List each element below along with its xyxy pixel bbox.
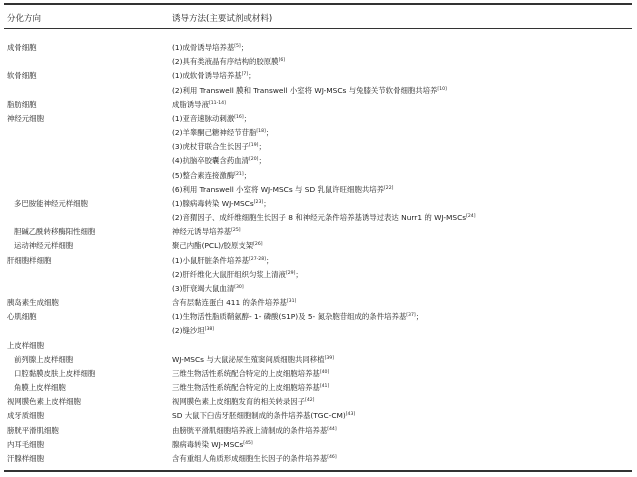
row-direction: 脂肪细胞 bbox=[7, 99, 37, 109]
row-method bbox=[172, 411, 355, 420]
method-text: (1)生物活性脂质鞘氨醇- 1- 磷酸(S1P)及 5- 氮杂胞苷组成的条件培养基 bbox=[172, 312, 407, 322]
reference-citation: [25] bbox=[231, 228, 241, 234]
method-text: (2)缝沙坦 bbox=[172, 326, 205, 336]
reference-citation: [27-28] bbox=[249, 256, 266, 262]
method-text: (4)抗脑卒胶囊含药血清 bbox=[172, 156, 249, 166]
row-method bbox=[172, 426, 337, 435]
reference-citation: [45] bbox=[243, 440, 253, 446]
row-direction: 内耳毛细胞 bbox=[7, 439, 44, 449]
row-method bbox=[172, 270, 303, 279]
reference-citation: [40] bbox=[319, 369, 330, 375]
table-header-rule bbox=[4, 28, 632, 29]
method-text: SD 大鼠下臼齿牙胚细胞制成的条件培养基(TGC-CM) bbox=[172, 411, 346, 421]
method-punctuation: ； bbox=[415, 312, 424, 322]
reference-citation: [24] bbox=[466, 214, 476, 220]
method-punctuation: ； bbox=[258, 156, 266, 166]
method-text: 三维生物活性系统配合特定的上皮细胞培养基 bbox=[172, 368, 320, 378]
row-direction: 视网膜色素上皮样细胞 bbox=[7, 397, 81, 407]
method-text: (5)整合素连接激酶 bbox=[172, 170, 235, 180]
row-method bbox=[172, 156, 266, 165]
reference-citation: [38] bbox=[204, 327, 215, 333]
reference-citation: [16] bbox=[234, 114, 244, 120]
row-method bbox=[172, 86, 447, 95]
reference-citation: [41] bbox=[319, 384, 330, 390]
method-text: (3)肝衰竭大鼠血清 bbox=[172, 283, 235, 293]
method-text: (2)利用 Transwell 膜和 Transwell 小室将 WJ-MSCs 与兔膝关节软骨细胞共培养 bbox=[172, 85, 438, 95]
method-text: 视网膜色素上皮细胞发育的相关转录因子 bbox=[172, 397, 306, 407]
method-text: (1)成骨诱导培养基 bbox=[172, 43, 235, 52]
reference-citation: [21] bbox=[234, 171, 244, 177]
row-direction: 软骨细胞 bbox=[7, 71, 37, 81]
method-punctuation: ； bbox=[258, 142, 266, 152]
row-direction: 神经元细胞 bbox=[7, 113, 44, 123]
method-text: 含有层黏连蛋白 411 的条件培养基 bbox=[172, 298, 287, 308]
method-text: 由膀胱平滑肌细胞培养液上清制成的条件培养基 bbox=[172, 425, 328, 435]
reference-citation: [19] bbox=[249, 143, 259, 149]
row-method bbox=[172, 128, 273, 137]
row-method bbox=[172, 171, 251, 180]
row-method bbox=[172, 355, 334, 364]
method-text: (2)肝纤维化大鼠肝组织匀浆上清液 bbox=[172, 269, 286, 279]
method-text: 神经元诱导培养基 bbox=[172, 227, 232, 237]
row-method bbox=[172, 397, 314, 406]
reference-citation: [10] bbox=[437, 86, 447, 92]
row-direction: 肝细胞样细胞 bbox=[7, 255, 52, 265]
row-method bbox=[172, 100, 226, 109]
reference-citation: [39] bbox=[324, 355, 335, 361]
row-direction: 口腔黏膜皮肤上皮样细胞 bbox=[14, 368, 96, 378]
row-method bbox=[172, 142, 266, 151]
row-method bbox=[172, 298, 296, 307]
row-method bbox=[172, 227, 241, 236]
row-direction: 胆碱乙酰转移酶阳性细胞 bbox=[14, 227, 96, 237]
row-method bbox=[172, 213, 476, 222]
reference-citation: [43] bbox=[345, 412, 356, 418]
row-direction: 运动神经元样细胞 bbox=[14, 241, 74, 251]
method-text: (1)成软骨诱导培养基 bbox=[172, 71, 242, 81]
row-method bbox=[172, 454, 337, 463]
row-direction: 膀胱平滑肌细胞 bbox=[7, 425, 59, 435]
reference-citation: [11-14] bbox=[208, 100, 226, 106]
method-text: (1)小鼠肝脏条件培养基 bbox=[172, 255, 249, 265]
reference-citation: [30] bbox=[234, 284, 244, 290]
method-text: 三维生物活性系统配合特定的上皮细胞培养基 bbox=[172, 383, 320, 393]
row-direction: 上皮样细胞 bbox=[7, 340, 44, 350]
reference-citation: [26] bbox=[253, 242, 263, 248]
row-direction: 前列腺上皮样细胞 bbox=[14, 354, 74, 364]
row-direction: 角膜上皮样细胞 bbox=[14, 383, 66, 393]
row-method bbox=[172, 440, 253, 449]
method-text: (2)羊睾酮己糖神经节苷脂 bbox=[172, 128, 257, 138]
method-punctuation: ； bbox=[265, 128, 274, 138]
method-text: 聚己内酯(PCL)/胶原支架 bbox=[172, 241, 254, 251]
table-bottom-rule bbox=[4, 470, 632, 472]
row-method bbox=[172, 312, 423, 321]
reference-citation: [42] bbox=[305, 398, 315, 404]
reference-citation: [37] bbox=[406, 313, 416, 319]
method-punctuation: ； bbox=[243, 113, 252, 123]
table-top-rule bbox=[4, 3, 632, 5]
reference-citation: [44] bbox=[327, 426, 337, 432]
method-text: WJ-MSCs 与大鼠泌尿生殖窦间质细胞共同移植 bbox=[172, 354, 325, 364]
header-method: 诱导方法(主要试剂或材料) bbox=[172, 14, 273, 24]
method-punctuation: ； bbox=[240, 43, 249, 52]
method-punctuation: ； bbox=[243, 170, 252, 180]
row-method bbox=[172, 199, 271, 208]
row-method bbox=[172, 43, 248, 52]
method-text: (2)具有类液晶有序结构的胶原膜 bbox=[172, 57, 279, 67]
reference-citation: [29] bbox=[285, 270, 296, 276]
method-text: 腺病毒转染 WJ-MSCs bbox=[172, 439, 244, 449]
row-direction: 胰岛素生成细胞 bbox=[7, 298, 59, 308]
reference-citation: [31] bbox=[286, 299, 297, 305]
reference-citation: [18] bbox=[256, 129, 266, 135]
reference-citation: [6] bbox=[278, 58, 286, 64]
row-direction: 汗腺样细胞 bbox=[7, 453, 44, 463]
header-direction: 分化方向 bbox=[7, 14, 42, 24]
row-direction: 多巴胺能神经元样细胞 bbox=[14, 198, 88, 208]
row-direction: 成骨细胞 bbox=[7, 43, 37, 52]
method-text: (3)虎杖苷联合生长因子 bbox=[172, 142, 249, 152]
row-method bbox=[172, 369, 329, 378]
row-method bbox=[172, 241, 263, 250]
method-punctuation: ； bbox=[265, 255, 274, 265]
method-text: 成脂诱导液 bbox=[172, 99, 209, 109]
method-punctuation: ； bbox=[248, 71, 256, 81]
method-text: (1)腺病毒转染 WJ-MSCs bbox=[172, 198, 254, 208]
row-method bbox=[172, 256, 273, 265]
row-method bbox=[172, 71, 256, 80]
row-method bbox=[172, 383, 329, 392]
method-text: (2)音猬因子、成纤维细胞生长因子 8 和神经元条件培养基诱导过表达 Nurr1 的 WJ-MSCs bbox=[172, 213, 467, 223]
row-method bbox=[172, 326, 214, 335]
method-text: (1)亚音速脉动刺激 bbox=[172, 113, 235, 123]
row-method bbox=[172, 57, 285, 66]
reference-citation: [46] bbox=[327, 454, 337, 460]
reference-citation: [22] bbox=[384, 185, 394, 191]
row-method bbox=[172, 114, 251, 123]
method-text: 含有重组人角质形成细胞生长因子的条件培养基 bbox=[172, 453, 328, 463]
method-punctuation: ； bbox=[263, 198, 271, 208]
reference-citation: [7] bbox=[241, 72, 249, 78]
reference-citation: [5] bbox=[234, 44, 241, 49]
row-direction: 成牙质细胞 bbox=[7, 411, 44, 421]
method-text: (6)利用 Transwell 小室将 WJ-MSCs 与 SD 乳鼠许旺细胞共培养 bbox=[172, 184, 385, 194]
row-method bbox=[172, 185, 393, 194]
reference-citation: [20] bbox=[249, 157, 259, 163]
row-direction: 心肌细胞 bbox=[7, 312, 37, 322]
method-punctuation: ； bbox=[295, 269, 303, 279]
reference-citation: [23] bbox=[253, 199, 264, 205]
row-method bbox=[172, 284, 244, 293]
